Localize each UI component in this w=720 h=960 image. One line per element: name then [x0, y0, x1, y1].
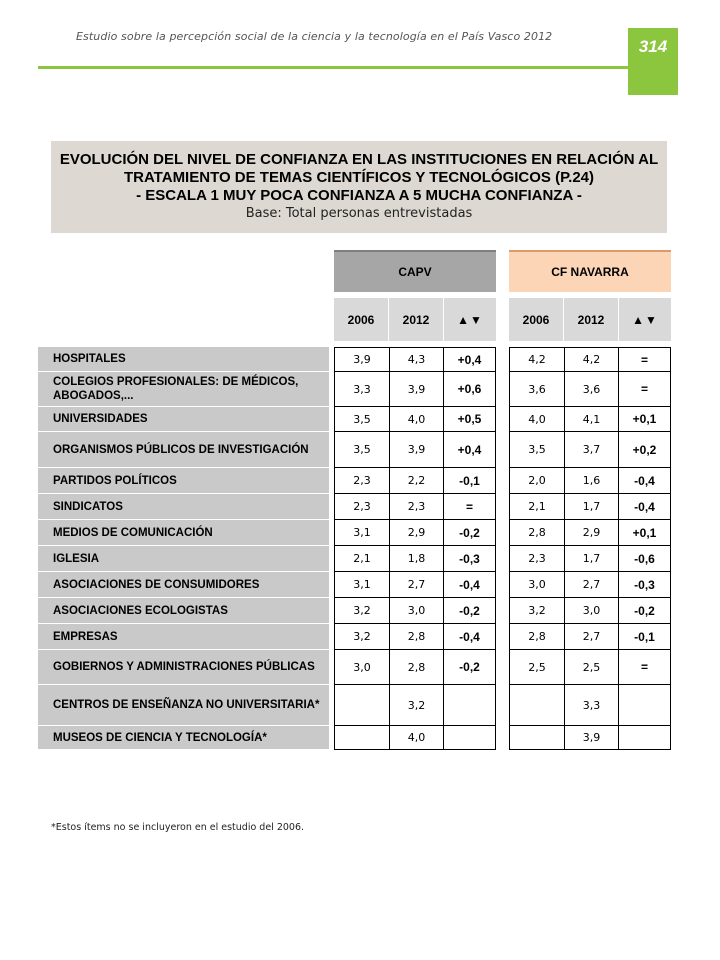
group-header-capv: CAPV	[334, 250, 496, 292]
value-2012: 2,7	[565, 572, 619, 597]
col-change-icon: ▲▼	[457, 312, 483, 327]
value-2012: 1,7	[565, 546, 619, 571]
value-2006: 3,1	[335, 572, 390, 597]
value-2012: 4,0	[390, 407, 444, 431]
col-change-icon: ▲▼	[632, 312, 658, 327]
group-header-navarra: CF NAVARRA	[509, 250, 671, 292]
value-change: +0,4	[457, 352, 482, 367]
value-change: -0,4	[459, 629, 480, 644]
year-header-navarra	[509, 298, 671, 341]
value-2006: 2,1	[510, 494, 565, 519]
values-navarra	[509, 432, 671, 468]
value-2006: 3,0	[510, 572, 565, 597]
value-change: +0,6	[457, 382, 482, 396]
row-label: HOSPITALES	[38, 347, 329, 372]
value-2012: 3,0	[565, 598, 619, 623]
value-2006: 3,2	[335, 624, 390, 649]
values-navarra	[509, 407, 671, 432]
col-2012: 2012	[564, 298, 619, 341]
table-row	[38, 407, 678, 432]
value-2012: 4,2	[565, 348, 619, 371]
value-2012: 2,8	[390, 624, 444, 649]
value-2012: 3,0	[390, 598, 444, 623]
values-capv	[334, 598, 496, 624]
values-capv	[334, 432, 496, 468]
value-change	[444, 685, 495, 725]
values-navarra	[509, 468, 671, 494]
values-capv	[334, 347, 496, 372]
value-2006: 2,3	[335, 494, 390, 519]
row-label: CENTROS DE ENSEÑANZA NO UNIVERSITARIA*	[38, 685, 329, 726]
value-2006: 3,9	[335, 348, 390, 371]
value-2012: 2,5	[565, 650, 619, 684]
value-2006	[335, 685, 390, 725]
row-label: ASOCIACIONES ECOLOGISTAS	[38, 598, 329, 624]
value-2012: 3,7	[565, 432, 619, 467]
value-2006: 2,3	[510, 546, 565, 571]
value-change: +0,1	[632, 525, 657, 540]
year-header-capv	[334, 298, 496, 341]
title-base: Base: Total personas entrevistadas	[245, 206, 473, 221]
values-navarra	[509, 347, 671, 372]
value-change: -0,1	[459, 473, 480, 488]
value-2006: 2,5	[510, 650, 565, 684]
row-label: IGLESIA	[38, 546, 329, 572]
value-change	[619, 685, 670, 725]
value-2006: 3,3	[335, 372, 390, 406]
value-change: -0,2	[459, 525, 480, 540]
value-change: -0,3	[634, 577, 655, 592]
value-2012: 4,3	[390, 348, 444, 371]
value-2012: 1,7	[565, 494, 619, 519]
value-2006: 2,1	[335, 546, 390, 571]
row-label: MUSEOS DE CIENCIA Y TECNOLOGÍA*	[38, 726, 329, 750]
table-row	[38, 494, 678, 520]
value-2012: 2,9	[390, 520, 444, 545]
row-label: EMPRESAS	[38, 624, 329, 650]
values-navarra	[509, 494, 671, 520]
value-2006: 3,2	[335, 598, 390, 623]
value-2006	[510, 685, 565, 725]
values-capv	[334, 650, 496, 685]
values-capv	[334, 726, 496, 750]
value-2006: 3,1	[335, 520, 390, 545]
value-2012: 4,1	[565, 407, 619, 431]
table-row	[38, 372, 678, 407]
value-change	[619, 726, 670, 749]
values-navarra	[509, 546, 671, 572]
running-header: Estudio sobre la percepción social de la ciencia y la tecnología en el País Vasco 2012	[76, 30, 553, 43]
value-change: -0,1	[634, 629, 655, 644]
value-2006: 3,5	[335, 407, 390, 431]
value-2012: 2,7	[390, 572, 444, 597]
value-2012: 3,2	[390, 685, 444, 725]
values-capv	[334, 494, 496, 520]
value-2006: 3,5	[510, 432, 565, 467]
value-2006: 3,5	[335, 432, 390, 467]
values-capv	[334, 407, 496, 432]
value-2006: 3,2	[510, 598, 565, 623]
value-change: -0,4	[459, 577, 480, 592]
value-2006: 3,0	[335, 650, 390, 684]
table-row	[38, 432, 678, 468]
values-capv	[334, 624, 496, 650]
values-navarra	[509, 572, 671, 598]
title-line-3: - ESCALA 1 MUY POCA CONFIANZA A 5 MUCHA CONFIANZA -	[136, 187, 582, 204]
table-row	[38, 598, 678, 624]
value-change	[444, 726, 495, 749]
table-row	[38, 650, 678, 685]
values-capv	[334, 546, 496, 572]
header-divider	[38, 66, 628, 69]
values-navarra	[509, 650, 671, 685]
values-navarra	[509, 372, 671, 407]
value-change: +0,4	[457, 442, 482, 457]
row-label: ORGANISMOS PÚBLICOS DE INVESTIGACIÓN	[38, 432, 329, 468]
value-2006: 2,8	[510, 624, 565, 649]
table-row	[38, 347, 678, 372]
row-label: PARTIDOS POLÍTICOS	[38, 468, 329, 494]
table-row	[38, 546, 678, 572]
value-change: -0,4	[634, 473, 655, 488]
values-navarra	[509, 726, 671, 750]
value-change: =	[640, 382, 648, 396]
value-change: =	[640, 352, 648, 367]
title-line-2: TRATAMIENTO DE TEMAS CIENTÍFICOS Y TECNOLÓGICOS (P.24)	[123, 169, 595, 186]
value-change: -0,6	[634, 551, 655, 566]
value-2012: 2,2	[390, 468, 444, 493]
table-row	[38, 520, 678, 546]
page-number: 314	[628, 28, 678, 95]
value-change: -0,4	[634, 499, 655, 514]
values-capv	[334, 468, 496, 494]
value-change: -0,3	[459, 551, 480, 566]
value-2012: 2,7	[565, 624, 619, 649]
value-2012: 2,9	[565, 520, 619, 545]
value-change: =	[465, 499, 473, 514]
value-change: +0,2	[632, 442, 657, 457]
values-navarra	[509, 624, 671, 650]
table-row	[38, 572, 678, 598]
value-2006: 2,8	[510, 520, 565, 545]
value-2012: 3,3	[565, 685, 619, 725]
row-label: ASOCIACIONES DE CONSUMIDORES	[38, 572, 329, 598]
row-label: UNIVERSIDADES	[38, 407, 329, 432]
value-change: -0,2	[459, 603, 480, 618]
col-2012: 2012	[389, 298, 444, 341]
table-row	[38, 726, 678, 750]
values-navarra	[509, 520, 671, 546]
footnote: *Estos ítems no se incluyeron en el estudio del 2006.	[51, 822, 305, 833]
value-change: -0,2	[459, 660, 480, 674]
value-2006: 4,2	[510, 348, 565, 371]
table-title-box	[51, 141, 667, 233]
table-row	[38, 624, 678, 650]
value-2012: 4,0	[390, 726, 444, 749]
value-2012: 1,8	[390, 546, 444, 571]
values-navarra	[509, 685, 671, 726]
value-2012: 3,9	[565, 726, 619, 749]
value-2006	[335, 726, 390, 749]
value-2012: 3,9	[390, 372, 444, 406]
value-2012: 1,6	[565, 468, 619, 493]
value-change: +0,5	[457, 412, 482, 426]
value-2012: 2,3	[390, 494, 444, 519]
value-change: +0,1	[632, 412, 657, 426]
value-change: -0,2	[634, 603, 655, 618]
title-line-1: EVOLUCIÓN DEL NIVEL DE CONFIANZA EN LAS INSTITUCIONES EN RELACIÓN AL	[59, 151, 659, 168]
values-capv	[334, 520, 496, 546]
col-2006: 2006	[509, 298, 564, 341]
col-2006: 2006	[334, 298, 389, 341]
value-2012: 3,9	[390, 432, 444, 467]
values-navarra	[509, 598, 671, 624]
row-label: MEDIOS DE COMUNICACIÓN	[38, 520, 329, 546]
row-label: GOBIERNOS Y ADMINISTRACIONES PÚBLICAS	[38, 650, 329, 685]
row-label: COLEGIOS PROFESIONALES: DE MÉDICOS, ABOGADOS,...	[38, 372, 329, 407]
value-2012: 2,8	[390, 650, 444, 684]
value-2012: 3,6	[565, 372, 619, 406]
row-label: SINDICATOS	[38, 494, 329, 520]
value-2006: 2,3	[335, 468, 390, 493]
values-capv	[334, 372, 496, 407]
value-2006: 2,0	[510, 468, 565, 493]
value-2006	[510, 726, 565, 749]
table-row	[38, 685, 678, 726]
values-capv	[334, 685, 496, 726]
value-2006: 3,6	[510, 372, 565, 406]
table-row	[38, 468, 678, 494]
values-capv	[334, 572, 496, 598]
value-2006: 4,0	[510, 407, 565, 431]
value-change: =	[640, 660, 648, 674]
